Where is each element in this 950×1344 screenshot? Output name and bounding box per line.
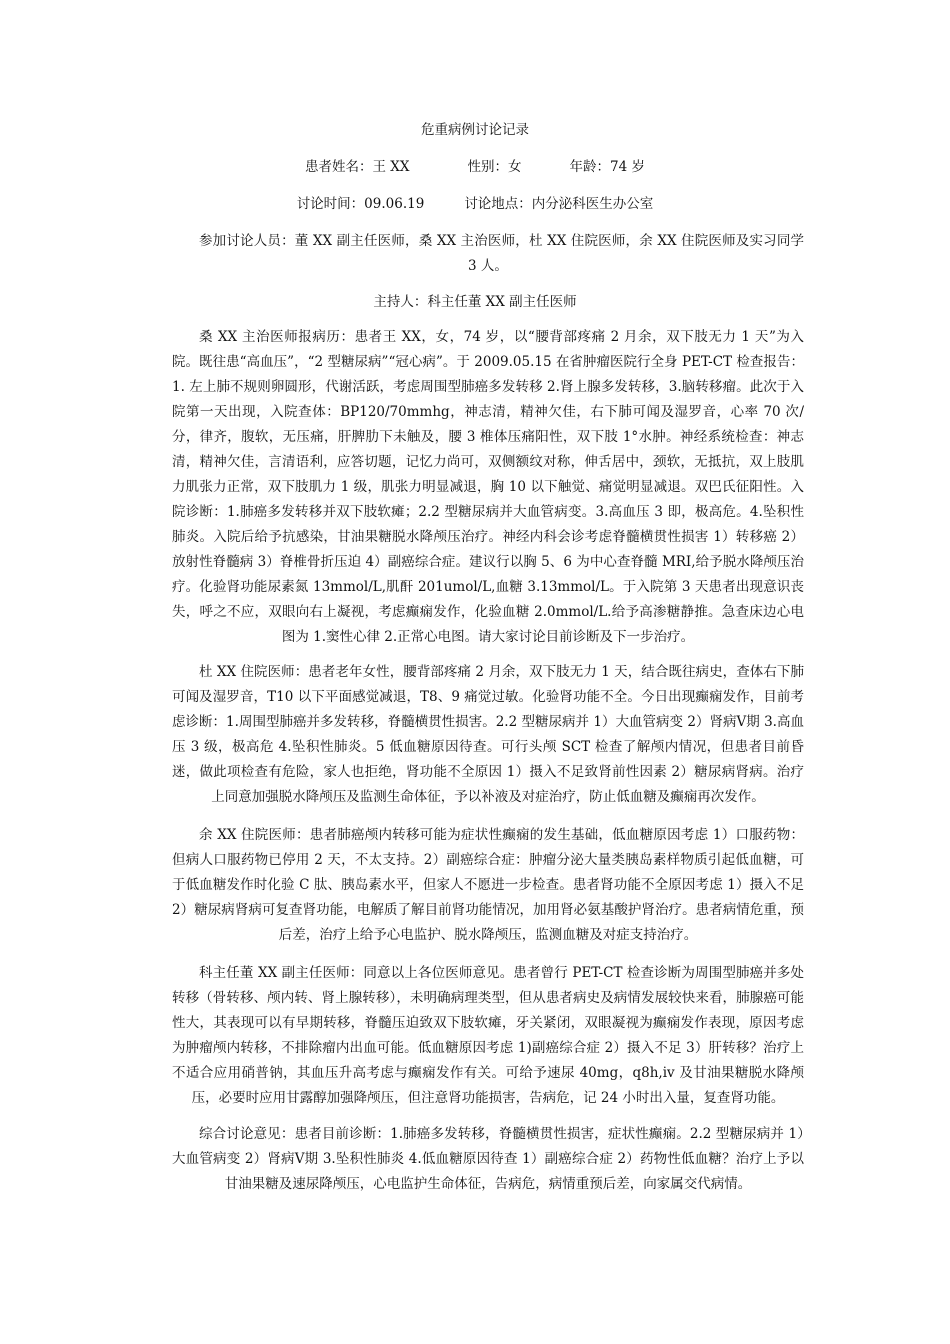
discussion-time: 讨论时间：09.06.19 [296, 196, 425, 212]
paragraph-conclusion: 综合讨论意见：患者目前诊断：1.肺癌多发转移，脊髓横贯性损害，症状性癫痫。2.2 型糖尿病并 1）大血管病变 2）肾病Ⅴ期 3.坠积性肺炎 4.低血糖原因待查 1）副癌综合症 2）药物性低血糖？治疗上予以甘油果糖及速尿降颅压，心电监护生命体征，告病危，病情重预后差，向家属交代病情。 [172, 1126, 804, 1192]
host-line: 主持人：科主任董 XX 副主任医师 [373, 294, 577, 310]
paragraph-director-opinion: 科主任董 XX 副主任医师：同意以上各位医师意见。患者曾行 PET-CT 检查诊断为周围型肺癌并多处转移（骨转移、颅内转、肾上腺转移），未明确病理类型，但从患者病史及病情发展较快来看，肺腺癌可能性大，其表现可以有早期转移，脊髓压迫致双下肢软瘫，牙关紧闭，双眼凝视为癫痫发作表现，原因考虑为肿瘤颅内转移，不排除瘤内出血可能。低血糖原因考虑 1)副癌综合症 2）摄入不足 3）肝转移？治疗上不适合应用硝普钠，其血压升高考虑与癫痫发作有关。可给予速尿 40mg，q8h,iv 及甘油果糖脱水降颅压，必要时应用甘露醇加强降颅压，但注意肾功能损害，告病危，记 24 小时出入量，复查肾功能。 [172, 965, 804, 1106]
paragraph-du-opinion: 杜 XX 住院医师：患者老年女性，腰背部疼痛 2 月余，双下肢无力 1 天，结合既往病史，查体右下肺可闻及湿罗音，T10 以下平面感觉减退，T8、9 痛觉过敏。化验肾功能不全。今日出现癫痫发作，目前考虑诊断：1.周围型肺癌并多发转移，脊髓横贯性损害。2.2 型糖尿病并 1）大血管病变 2）肾病Ⅴ期 3.高血压 3 级，极高危 4.坠积性肺炎。5 低血糖原因待查。可行头颅 SCT 检查了解颅内情况，但患者目前昏迷，做此项检查有危险，家人也拒绝，肾功能不全原因 1）摄入不足致肾前性因素 2）糖尿病肾病。治疗上同意加强脱水降颅压及监测生命体征，予以补液及对症治疗，防止低血糖及癫痫再次发作。 [172, 664, 804, 805]
discussion-place: 讨论地点：内分泌科医生办公室 [464, 196, 654, 212]
document-title: 危重病例讨论记录 [421, 122, 529, 138]
patient-age: 年龄：74 岁 [569, 159, 645, 175]
patient-sex: 性别：女 [467, 159, 522, 175]
paragraph-yu-opinion: 余 XX 住院医师：患者肺癌颅内转移可能为症状性癫痫的发生基础，低血糖原因考虑 1）口服药物：但病人口服药物已停用 2 天，不太支持。2）副癌综合症：肿瘤分泌大量类胰岛素样物质引起低血糖，可于低血糖发作时化验 C 肽、胰岛素水平，但家人不愿进一步检查。患者肾功能不全原因考虑 1）摄入不足 2）糖尿病肾病可复查肾功能，电解质了解目前肾功能情况，加用肾必氨基酸护肾治疗。患者病情危重，预后差，治疗上给予心电监护、脱水降颅压，监测血糖及对症支持治疗。 [172, 827, 804, 943]
patient-name: 患者姓名：王 XX [305, 159, 410, 175]
participants-paragraph: 参加讨论人员：董 XX 副主任医师，桑 XX 主治医师，杜 XX 住院医师，余 XX 住院医师及实习同学 3 人。 [199, 233, 804, 274]
paragraph-case-report: 桑 XX 主治医师报病历：患者王 XX，女，74 岁，以“腰背部疼痛 2 月余，双下肢无力 1 天”为入院。既往患“高血压”，“2 型糖尿病”“冠心病”。于 2009.05.15 在省肿瘤医院行全身 PET-CT 检查报告：1. 左上肺不规则卵圆形，代谢活跃，考虑周围型肺癌多发转移 2.肾上腺多发转移，3.脑转移瘤。此次于入院第一天出现，入院查体：BP120/70mmhg，神志清，精神欠佳，右下肺可闻及湿罗音，心率 70 次/分，律齐，腹软，无压痛，肝脾肋下未触及，腰 3 椎体压痛阳性，双下肢 1°水肿。神经系统检查：神志清，精神欠佳，言清语利，应答切题，记忆力尚可，双侧额纹对称，伸舌居中，颈软，无抵抗，双上肢肌力肌张力正常，双下肢肌力 1 级，肌张力明显减退，胸 10 以下触觉、痛觉明显减退。双巴氏征阳性。入院诊断：1.肺癌多发转移并双下肢软瘫；2.2 型糖尿病并大血管病变。3.高血压 3 即，极高危。4.坠积性肺炎。入院后给予抗感染，甘油果糖脱水降颅压治疗。神经内科会诊考虑脊髓横贯性损害 1）转移癌 2）放射性脊髓病 3）脊椎骨折压迫 4）副癌综合症。建议行以胸 5、6 为中心查脊髓 MRI,给予脱水降颅压治疗。化验肾功能尿素氮 13mmol/L,肌酐 201umol/L,血糖 3.13mmol/L。于入院第 3 天患者出现意识丧失，呼之不应，双眼向右上凝视，考虑癫痫发作，化验血糖 2.0mmol/L.给予高渗糖静推。急查床边心电图为 1.窦性心律 2.正常心电图。请大家讨论目前诊断及下一步治疗。 [172, 329, 804, 645]
patient-info-row [0, 158, 950, 176]
meeting-info-row [0, 195, 950, 213]
